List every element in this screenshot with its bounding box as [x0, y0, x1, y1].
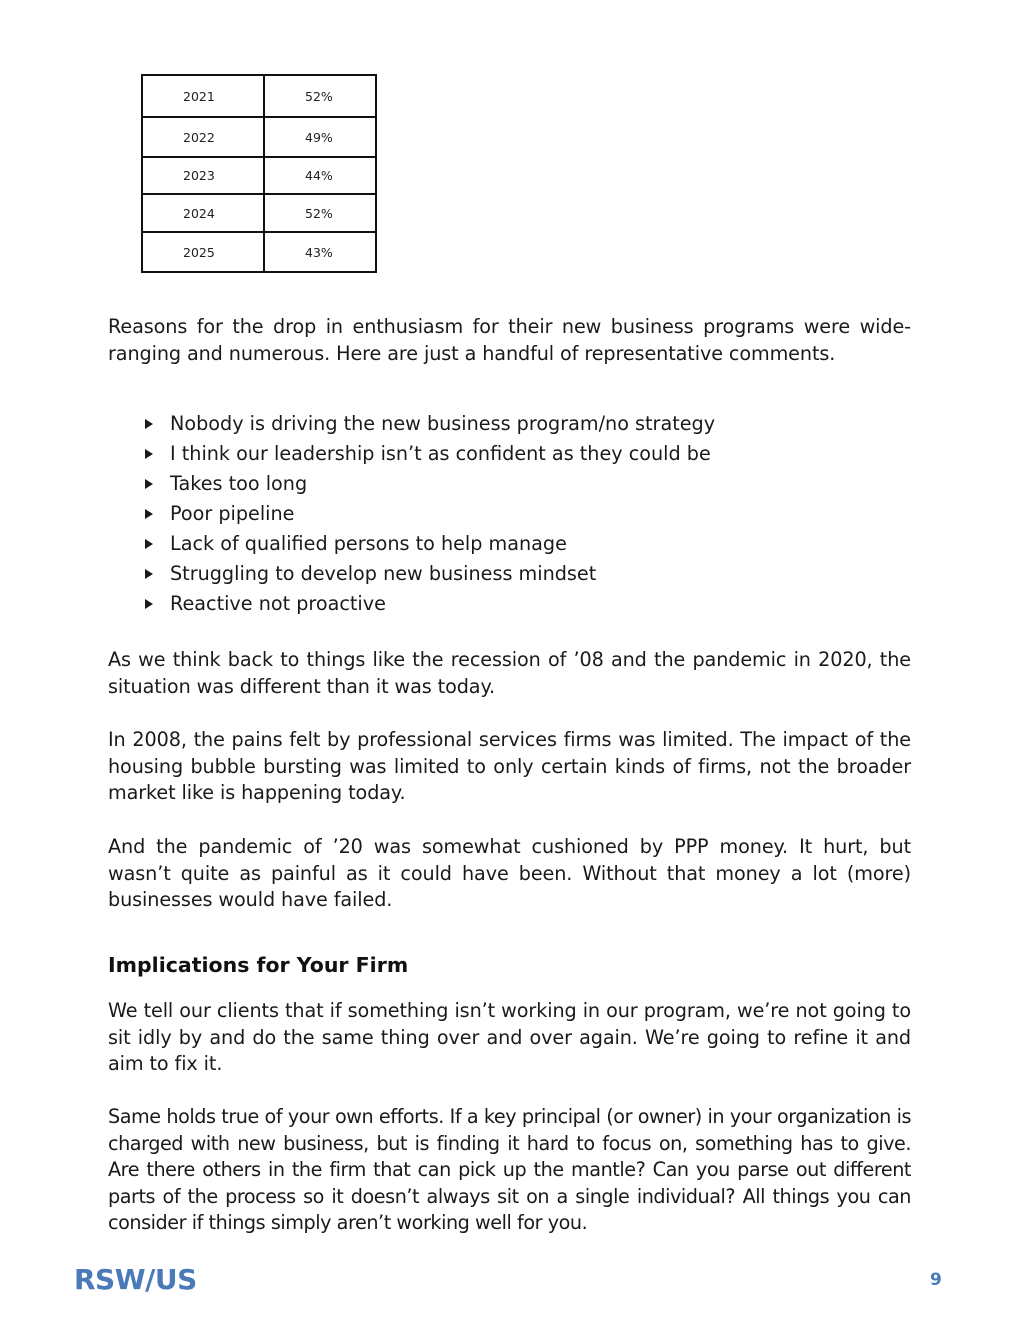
triangle-bullet-icon [145, 539, 153, 549]
year-cell: 2021 [142, 75, 264, 117]
section-heading: Implications for Your Firm [108, 953, 409, 977]
triangle-bullet-icon [145, 479, 153, 489]
year-cell: 2022 [142, 117, 264, 157]
percentage-cell: 43% [264, 232, 376, 272]
list-item-text: I think our leadership isn’t as confident as they could be [170, 442, 711, 465]
list-item [145, 469, 715, 499]
table-row [142, 117, 376, 157]
list-item [145, 439, 715, 469]
list-item [145, 409, 715, 439]
paragraph-2008: In 2008, the pains felt by professional services firms was limited. The impact of the housing bubble bursting was limited to only certain kinds of firms, not the broader market like is happening today. [108, 728, 911, 805]
paragraph-clients: We tell our clients that if something isn’t working in our program, we’re not going to sit idly by and do the same thing over and over again. We’re going to refine it and aim to fix it. [108, 999, 911, 1076]
list-item [145, 559, 715, 589]
list-item [145, 589, 715, 619]
comments-list [145, 409, 715, 619]
triangle-bullet-icon [145, 599, 153, 609]
list-item [145, 529, 715, 559]
table-row [142, 75, 376, 117]
list-item-text: Reactive not proactive [170, 592, 386, 615]
year-cell: 2025 [142, 232, 264, 272]
paragraph-own-efforts: Same holds true of your own efforts. If a key principal (or owner) in your organization is charged with new business, but is finding it hard to focus on, something has to give. Are there others in the firm that can pick up the mantle? Can you parse out different parts of the process so it doesn’t always sit on a single individual? All things you can consider if things simply aren’t working well for you. [108, 1105, 911, 1235]
list-item-text: Poor pipeline [170, 502, 295, 525]
percentage-cell: 44% [264, 157, 376, 194]
paragraph-history: As we think back to things like the recession of ’08 and the pandemic in 2020, the situation was different than it was today. [108, 648, 911, 698]
triangle-bullet-icon [145, 509, 153, 519]
table-row [142, 157, 376, 194]
rswus-logo: RSW/US [74, 1263, 197, 1296]
list-item-text: Lack of qualified persons to help manage [170, 532, 567, 555]
list-item-text: Struggling to develop new business mindset [170, 562, 597, 585]
triangle-bullet-icon [145, 449, 153, 459]
table-row [142, 194, 376, 232]
list-item-text: Nobody is driving the new business program/no strategy [170, 412, 716, 435]
percentage-cell: 52% [264, 194, 376, 232]
page-number: 9 [930, 1270, 942, 1290]
list-item-text: Takes too long [170, 472, 308, 495]
triangle-bullet-icon [145, 419, 153, 429]
year-percentage-table [141, 74, 377, 273]
table-row [142, 232, 376, 272]
list-item [145, 499, 715, 529]
percentage-cell: 52% [264, 75, 376, 117]
triangle-bullet-icon [145, 569, 153, 579]
percentage-cell: 49% [264, 117, 376, 157]
paragraph-reasons: Reasons for the drop in enthusiasm for their new business programs were wide-ranging and numerous. Here are just a handful of representative comments. [108, 315, 911, 365]
year-cell: 2024 [142, 194, 264, 232]
year-cell: 2023 [142, 157, 264, 194]
paragraph-pandemic: And the pandemic of ’20 was somewhat cushioned by PPP money. It hurt, but wasn’t quite as painful as it could have been. Without that money a lot (more) businesses would have failed. [108, 835, 911, 912]
